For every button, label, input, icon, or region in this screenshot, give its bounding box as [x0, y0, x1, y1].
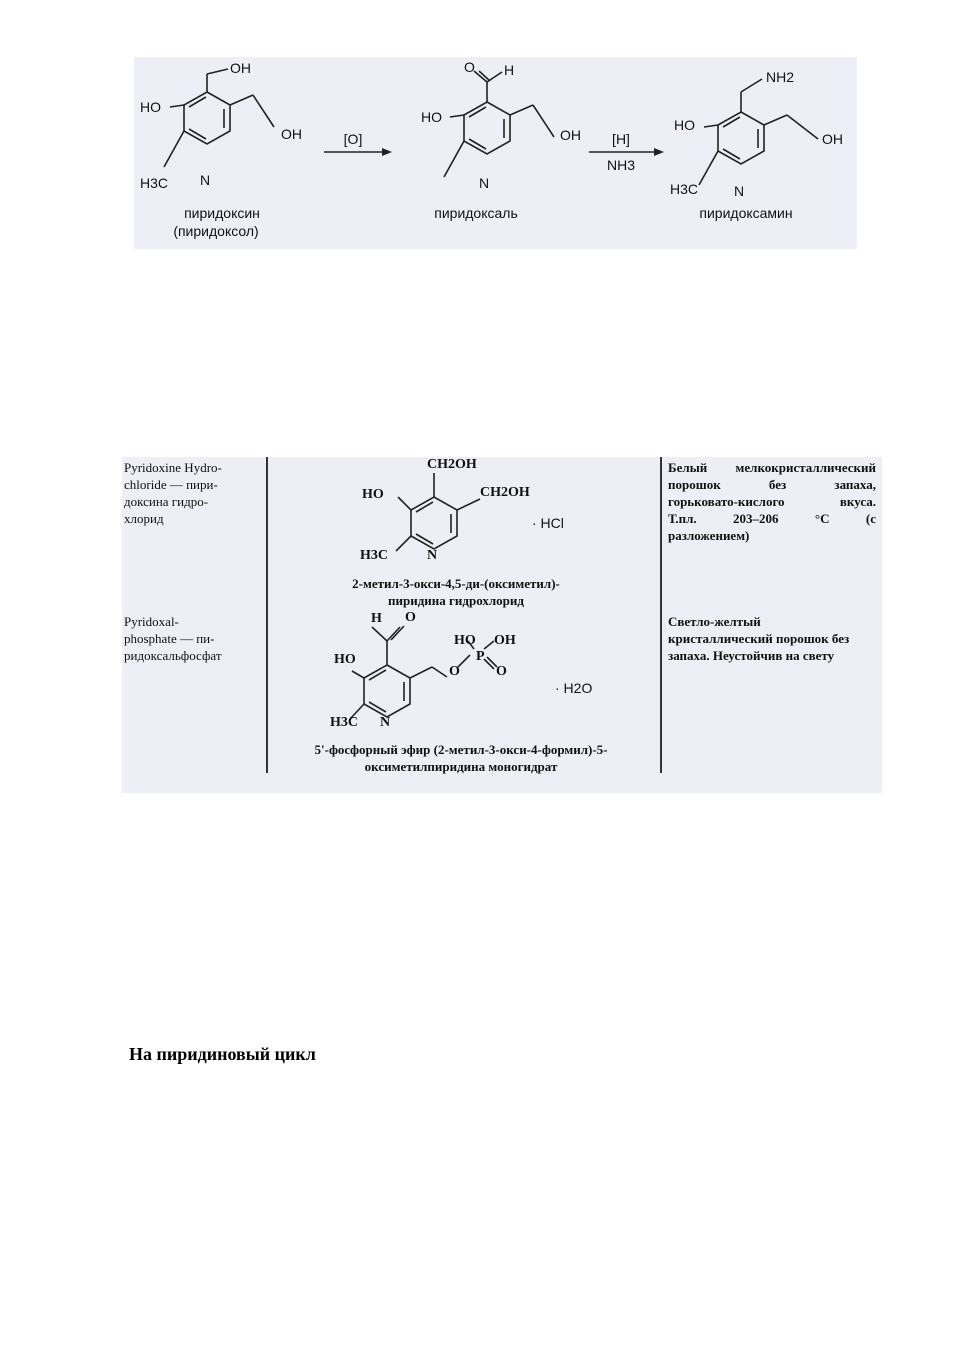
- table-divider: [660, 457, 662, 773]
- desc-line: разложением): [668, 528, 750, 543]
- atom-h: H: [371, 611, 382, 626]
- section-heading: На пиридиновый цикл: [129, 1044, 316, 1064]
- group-ch2oh: CH2OH: [427, 457, 477, 472]
- desc-line: кристаллический порошок без: [668, 631, 850, 646]
- atom-ho: HO: [421, 109, 442, 125]
- atom-n: N: [734, 183, 745, 199]
- atom-ho: HO: [454, 633, 476, 648]
- row-name-pyridoxine-hcl: Pyridoxine Hydro- chloride — пири- доксина гидро- хлорид: [124, 460, 222, 526]
- reaction-scheme-scan: [134, 57, 857, 249]
- row-name-pyridoxal-phosphate: Pyridoxal- phosphate — пи- ридоксальфосфат: [124, 614, 222, 663]
- desc-line: Светло-желтый: [668, 614, 761, 629]
- pyridoxine-ring: [184, 92, 230, 144]
- chem-name-pyridoxine-hcl: 2-метил-3-окси-4,5-ди-(оксиметил)- пиридина гидрохлорид: [352, 576, 560, 608]
- atom-n: N: [380, 715, 391, 730]
- pyridoxal-ring: [464, 102, 510, 154]
- compound-table-scan: [122, 457, 882, 793]
- atom-oh: OH: [281, 126, 302, 142]
- atom-n: N: [479, 175, 490, 191]
- salt-hcl: · HCl: [532, 515, 564, 531]
- arrow-oxidation-icon: [382, 148, 392, 156]
- desc-line: горьковато-кислого вкуса.: [668, 494, 876, 509]
- pyridine-ring: [411, 497, 457, 549]
- group-ch2oh: CH2OH: [480, 485, 530, 500]
- arrow-reduction-icon: [654, 148, 664, 156]
- atom-o: O: [449, 664, 460, 679]
- desc-pyridoxine-hcl: [668, 459, 876, 544]
- table-divider: [266, 457, 268, 773]
- reagent-oxidant: [O]: [343, 131, 363, 147]
- desc-line: порошок без запаха,: [668, 477, 876, 492]
- atom-oh: OH: [494, 633, 516, 648]
- atom-oh: OH: [230, 60, 251, 76]
- atom-h3c: H3C: [360, 548, 388, 563]
- desc-line: Т.пл. 203–206 °С (с: [668, 511, 876, 526]
- desc-line: Белый мелкокристаллический: [668, 460, 876, 475]
- atom-oh: OH: [822, 131, 843, 147]
- atom-p: P: [476, 649, 485, 664]
- compound-name-pyridoxal: пиридоксаль: [434, 205, 518, 221]
- atom-o: O: [496, 664, 507, 679]
- compound-name-pyridoxine: пиридоксин: [184, 205, 260, 221]
- compound-alt-name: (пиридоксол): [173, 223, 259, 239]
- atom-o: O: [405, 610, 416, 625]
- atom-nh2: NH2: [766, 69, 795, 85]
- water-of-crystallization: · H2O: [555, 680, 593, 696]
- compound-name-pyridoxamine: пиридоксамин: [699, 205, 793, 221]
- desc-pyridoxal-phosphate: [668, 613, 880, 664]
- atom-ho: HO: [334, 652, 356, 667]
- atom-n: N: [427, 548, 438, 563]
- atom-h: H: [504, 62, 515, 78]
- atom-h3c: H3C: [140, 175, 169, 191]
- reagent-reductant: [H]: [612, 131, 630, 147]
- atom-oh: OH: [560, 127, 581, 143]
- desc-line: запаха. Неустойчив на свету: [668, 648, 835, 663]
- atom-ho: HO: [362, 487, 384, 502]
- chem-name-pyridoxal-phosphate: 5'-фосфорный эфир (2-метил-3-окси-4-формил)-5- оксиметилпиридина моногидрат: [314, 742, 608, 774]
- reagent-ammonia: NH3: [606, 157, 636, 173]
- atom-n: N: [200, 172, 211, 188]
- atom-ho: HO: [140, 99, 161, 115]
- atom-o: O: [464, 59, 475, 75]
- pyridine-ring: [364, 665, 410, 717]
- pyridoxamine-ring: [718, 112, 764, 164]
- formula-pyridoxal-phosphate: [272, 607, 652, 757]
- atom-h3c: H3C: [670, 181, 699, 197]
- atom-h3c: H3C: [330, 715, 358, 730]
- atom-ho: HO: [674, 117, 695, 133]
